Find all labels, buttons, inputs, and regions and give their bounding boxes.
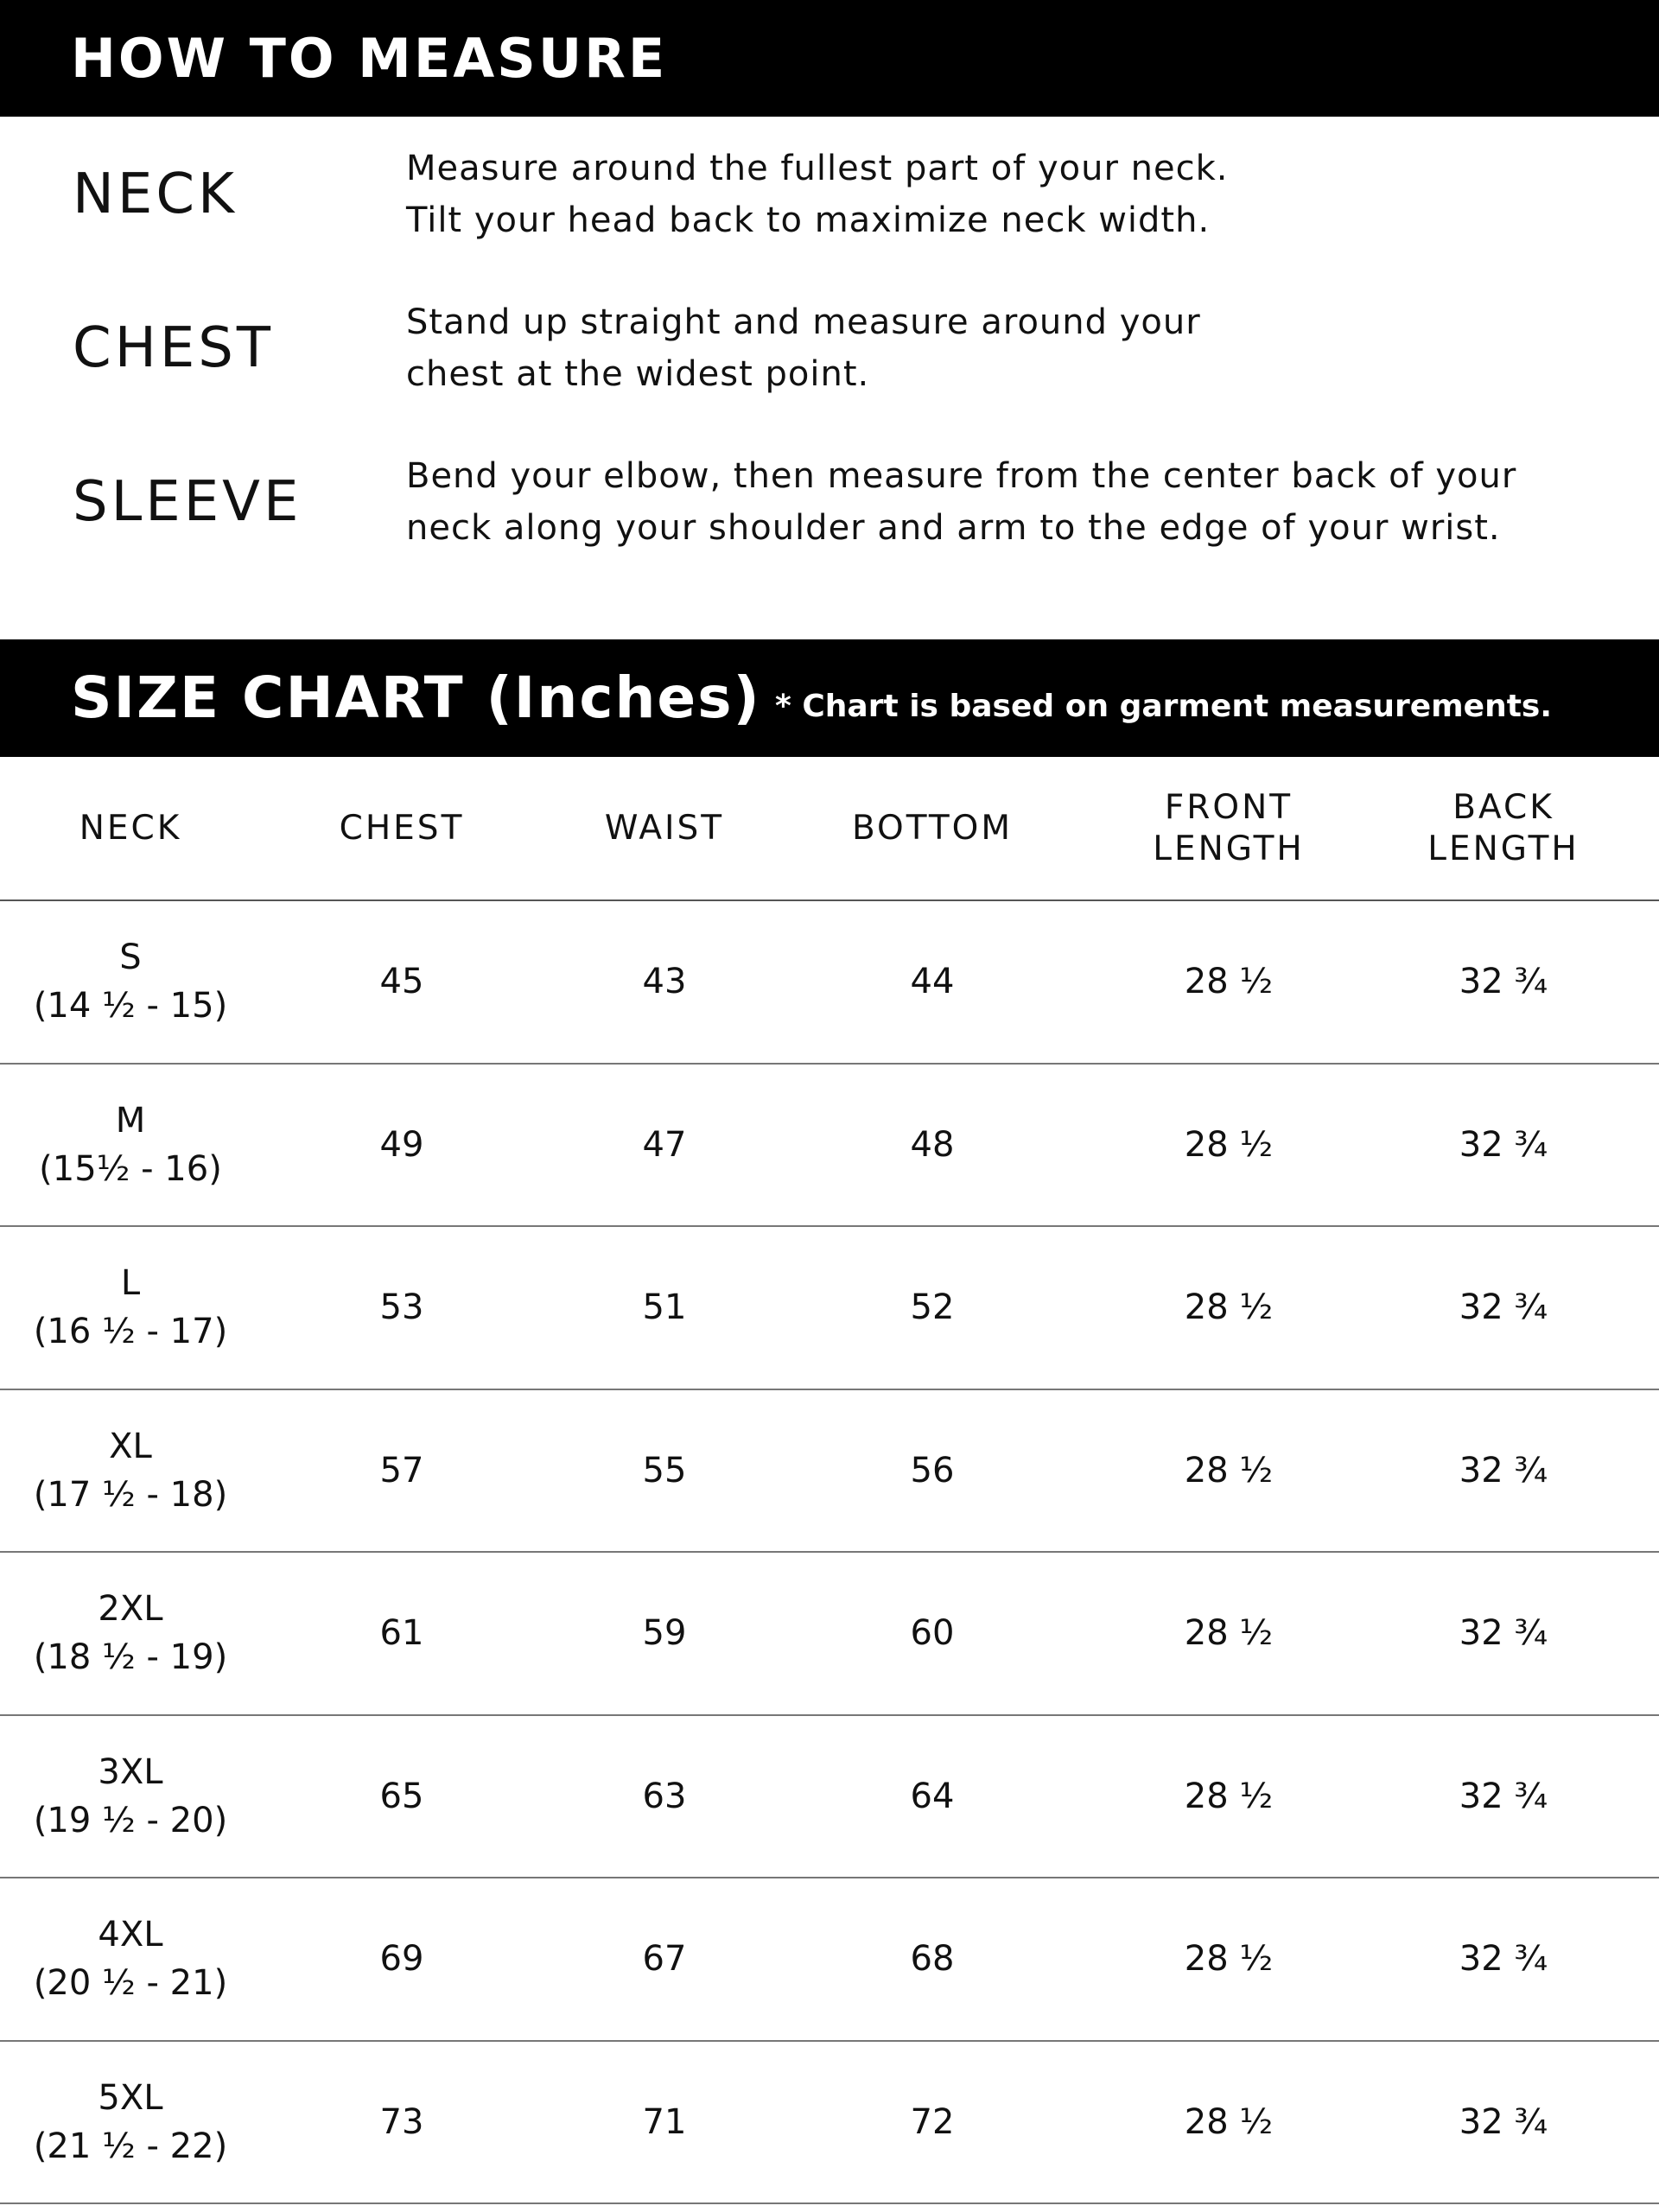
bottom-cell: 56 bbox=[910, 1450, 955, 1491]
back-length-cell: 32 ¾ bbox=[1459, 1287, 1548, 1327]
front-length-cell: 28 ½ bbox=[1184, 2101, 1274, 2142]
back-length-cell: 32 ¾ bbox=[1459, 962, 1548, 1001]
chest-cell: 45 bbox=[379, 962, 424, 1001]
size-chart-header bbox=[0, 639, 1659, 757]
bottom-cell: 60 bbox=[910, 1613, 955, 1653]
waist-cell: 67 bbox=[642, 1939, 687, 1979]
bottom-cell: 48 bbox=[910, 1124, 955, 1165]
size-chart-note: * Chart is based on garment measurements. bbox=[775, 689, 1553, 724]
bottom-cell: 72 bbox=[910, 2101, 955, 2142]
waist-cell: 59 bbox=[642, 1613, 687, 1653]
chest-cell: 53 bbox=[379, 1287, 424, 1327]
bottom-cell: 68 bbox=[910, 1939, 955, 1979]
front-length-cell: 28 ½ bbox=[1184, 1124, 1274, 1165]
column-header-back-length: BACK LENGTH bbox=[1427, 787, 1580, 868]
front-length-cell: 28 ½ bbox=[1184, 962, 1274, 1001]
neck-range: (15½ - 16) bbox=[39, 1148, 222, 1189]
measure-description-sleeve: Bend your elbow, then measure from the center back of your neck along your shoulder and arm to the edge of your wrist. bbox=[406, 456, 1517, 548]
chest-cell: 57 bbox=[379, 1450, 424, 1491]
size-neck-cell bbox=[0, 1716, 261, 1877]
bottom-cell: 64 bbox=[910, 1776, 955, 1816]
column-header-neck: NECK bbox=[79, 808, 182, 848]
size-label: XL bbox=[109, 1426, 152, 1466]
size-neck-cell bbox=[0, 901, 261, 1062]
chest-cell: 65 bbox=[379, 1776, 424, 1816]
size-neck-cell bbox=[0, 1878, 261, 2039]
table-row bbox=[0, 1716, 1659, 1879]
measure-label-sleeve: SLEEVE bbox=[73, 470, 302, 534]
chest-cell: 61 bbox=[379, 1613, 424, 1653]
back-length-cell: 32 ¾ bbox=[1459, 2101, 1548, 2142]
table-row bbox=[0, 901, 1659, 1065]
waist-cell: 51 bbox=[642, 1287, 687, 1327]
chest-cell: 73 bbox=[379, 2101, 424, 2142]
size-label: M bbox=[115, 1100, 146, 1141]
size-neck-cell bbox=[0, 1065, 261, 1225]
size-neck-cell bbox=[0, 2042, 261, 2202]
waist-cell: 71 bbox=[642, 2101, 687, 2142]
neck-range: (16 ½ - 17) bbox=[33, 1312, 228, 1351]
waist-cell: 55 bbox=[642, 1450, 687, 1491]
size-label: 4XL bbox=[98, 1915, 163, 1955]
column-header-waist: WAIST bbox=[604, 808, 725, 848]
neck-range: (14 ½ - 15) bbox=[33, 986, 228, 1026]
table-row bbox=[0, 2042, 1659, 2205]
front-length-cell: 28 ½ bbox=[1184, 1613, 1274, 1653]
neck-range: (21 ½ - 22) bbox=[33, 2126, 228, 2166]
front-length-cell: 28 ½ bbox=[1184, 1776, 1274, 1816]
size-label: L bbox=[120, 1263, 141, 1303]
back-length-cell: 32 ¾ bbox=[1459, 1613, 1548, 1653]
chest-cell: 49 bbox=[379, 1124, 424, 1165]
how-to-measure-header bbox=[0, 0, 1659, 117]
column-header-chest: CHEST bbox=[339, 808, 465, 848]
neck-range: (17 ½ - 18) bbox=[33, 1474, 228, 1515]
table-row bbox=[0, 1553, 1659, 1716]
table-row bbox=[0, 1065, 1659, 1228]
table-row bbox=[0, 1227, 1659, 1390]
back-length-cell: 32 ¾ bbox=[1459, 1776, 1548, 1816]
bottom-cell: 52 bbox=[910, 1287, 955, 1327]
measure-label-chest: CHEST bbox=[73, 316, 274, 380]
size-label: 5XL bbox=[98, 2077, 163, 2118]
measure-item-sleeve bbox=[0, 446, 1659, 558]
measure-label-neck: NECK bbox=[73, 162, 238, 226]
measure-description-chest: Stand up straight and measure around your chest at the widest point. bbox=[406, 302, 1201, 394]
how-to-measure-title: HOW TO MEASURE bbox=[71, 27, 668, 90]
size-neck-cell bbox=[0, 1390, 261, 1551]
table-row bbox=[0, 1390, 1659, 1554]
size-label: 2XL bbox=[98, 1589, 163, 1629]
waist-cell: 63 bbox=[642, 1776, 687, 1816]
back-length-cell: 32 ¾ bbox=[1459, 1450, 1548, 1491]
neck-range: (18 ½ - 19) bbox=[33, 1637, 228, 1677]
size-label: S bbox=[119, 938, 142, 977]
back-length-cell: 32 ¾ bbox=[1459, 1124, 1548, 1165]
size-label: 3XL bbox=[98, 1751, 163, 1792]
bottom-cell: 44 bbox=[910, 962, 955, 1001]
neck-range: (19 ½ - 20) bbox=[33, 1800, 228, 1840]
chest-cell: 69 bbox=[379, 1939, 424, 1979]
measure-item-neck bbox=[0, 138, 1659, 251]
column-header-bottom: BOTTOM bbox=[851, 808, 1014, 848]
size-neck-cell bbox=[0, 1227, 261, 1388]
back-length-cell: 32 ¾ bbox=[1459, 1939, 1548, 1979]
measure-description-neck: Measure around the fullest part of your neck. Tilt your head back to maximize neck width. bbox=[406, 149, 1229, 240]
size-table-body bbox=[0, 901, 1659, 2204]
size-table-header-row bbox=[0, 757, 1659, 901]
front-length-cell: 28 ½ bbox=[1184, 1939, 1274, 1979]
table-row bbox=[0, 1878, 1659, 2042]
column-header-front-length: FRONT LENGTH bbox=[1153, 787, 1305, 868]
size-chart-title: SIZE CHART (Inches) bbox=[71, 664, 761, 731]
measure-item-chest bbox=[0, 292, 1659, 404]
waist-cell: 47 bbox=[642, 1124, 687, 1165]
size-neck-cell bbox=[0, 1553, 261, 1713]
front-length-cell: 28 ½ bbox=[1184, 1287, 1274, 1327]
front-length-cell: 28 ½ bbox=[1184, 1450, 1274, 1491]
neck-range: (20 ½ - 21) bbox=[33, 1963, 228, 2003]
waist-cell: 43 bbox=[642, 962, 687, 1001]
